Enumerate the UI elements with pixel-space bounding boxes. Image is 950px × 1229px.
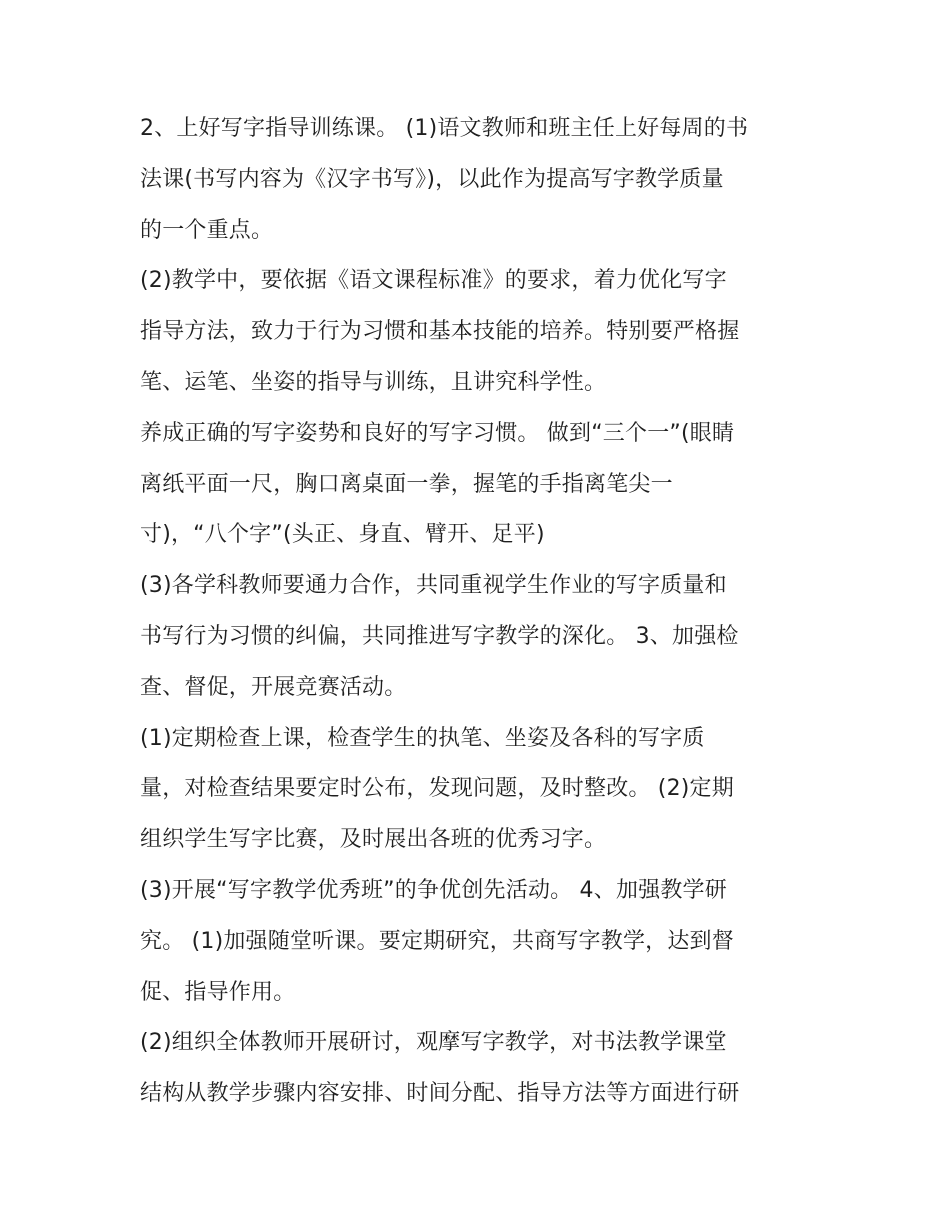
text-line: 寸)，“八个字”(头正、身直、臂开、足平): [140, 522, 545, 548]
text-line: (2)教学中，要依据《语文课程标准》的要求，着力优化写字: [140, 268, 727, 294]
text-line: 促、指导作用。: [140, 979, 296, 1005]
text-line: 法课(书写内容为《汉字书写》)，以此作为提高写字教学质量: [140, 166, 724, 192]
text-line: 指导方法，致力于行为习惯和基本技能的培养。特别要严格握: [140, 319, 740, 345]
body-text: [140, 104, 830, 1120]
text-line: 的一个重点。: [140, 217, 274, 243]
text-line: 究。 (1)加强随堂听课。要定期研究，共商写字教学，达到督: [140, 928, 734, 954]
text-line: 量，对检查结果要定时公布，发现问题，及时整改。 (2)定期: [140, 776, 734, 802]
text-line: (3)各学科教师要通力合作，共同重视学生作业的写字质量和: [140, 573, 727, 599]
text-line: 2、上好写字指导训练课。 (1)语文教师和班主任上好每周的书: [140, 116, 749, 141]
text-line: (3)开展“写字教学优秀班”的争优创先活动。 4、加强教学研: [140, 877, 727, 903]
text-line: 书写行为习惯的纠偏，共同推进写字教学的深化。 3、加强检: [140, 623, 739, 649]
text-line: 查、督促，开展竞赛活动。: [140, 674, 407, 700]
text-line: 笔、运笔、坐姿的指导与训练，且讲究科学性。: [140, 369, 607, 395]
text-line: 结构从教学步骤内容安排、时间分配、指导方法等方面进行研: [140, 1081, 740, 1107]
text-line: 组织学生写字比赛，及时展出各班的优秀习字。: [140, 827, 607, 853]
text-line: (1)定期检查上课，检查学生的执笔、坐姿及各科的写字质: [140, 725, 705, 751]
text-line: (2)组织全体教师开展研讨，观摩写字教学，对书法教学课堂: [140, 1030, 727, 1056]
text-line: 离纸平面一尺，胸口离桌面一拳，握笔的手指离笔尖一: [140, 471, 673, 497]
text-line: 养成正确的写字姿势和良好的写字习惯。 做到“三个一”(眼睛: [140, 420, 735, 446]
